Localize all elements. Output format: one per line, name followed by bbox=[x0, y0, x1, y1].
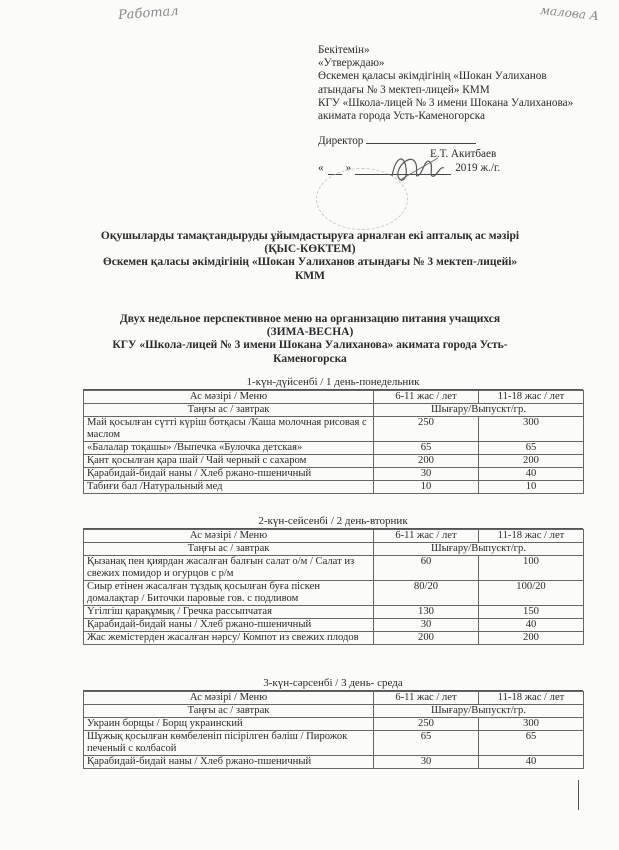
header-age2: 11-18 жас / лет bbox=[479, 530, 584, 543]
scan-edge-mark bbox=[578, 780, 579, 810]
meal-label: Таңғы ас / завтрак bbox=[84, 705, 374, 718]
approval-block bbox=[318, 44, 588, 175]
portion-6-11: 80/20 bbox=[374, 581, 479, 606]
portion-6-11: 130 bbox=[374, 606, 479, 619]
date-quote-open: « bbox=[318, 161, 324, 174]
portion-6-11: 60 bbox=[374, 556, 479, 581]
header-age1: 6-11 жас / лет bbox=[374, 530, 479, 543]
portion-6-11: 30 bbox=[374, 756, 479, 769]
menu-table bbox=[83, 529, 584, 645]
day-1-menu bbox=[83, 376, 583, 494]
portion-11-18: 150 bbox=[479, 606, 584, 619]
portion-6-11: 200 bbox=[374, 455, 479, 468]
handwritten-note-right: малова А bbox=[539, 2, 600, 24]
menu-table bbox=[83, 691, 584, 769]
header-age1: 6-11 жас / лет bbox=[374, 391, 479, 404]
menu-table bbox=[83, 390, 584, 494]
day-3-menu bbox=[83, 677, 583, 769]
dish-name: Қант қосылған қара шай / Чай черный с сахаром bbox=[84, 455, 374, 468]
dish-name: Қарабидай-бидай наны / Хлеб ржано-пшеничный bbox=[84, 619, 374, 632]
date-year: 2019 ж./г. bbox=[455, 161, 501, 174]
dish-name: Сиыр етінен жасалған тұздық қосылған буға піскен домалақтар / Биточки паровые гов. с подливом bbox=[84, 581, 374, 606]
day-2-menu bbox=[83, 515, 583, 645]
table-row bbox=[84, 632, 584, 645]
portion-6-11: 250 bbox=[374, 417, 479, 442]
date-quote-close: » bbox=[345, 161, 352, 174]
ru-title-line1: Двух недельное перспективное меню на организацию питания учащихся bbox=[119, 313, 501, 325]
portion-6-11: 250 bbox=[374, 718, 479, 731]
kz-title-line1: Оқушыларды тамақтандыруды ұйымдастыруға арналған екі апталық ас мәзірі bbox=[100, 230, 520, 242]
header-menu: Ас мәзірі / Меню bbox=[84, 692, 374, 705]
table-row bbox=[84, 468, 584, 481]
portion-6-11: 65 bbox=[374, 442, 479, 455]
meal-row bbox=[84, 543, 584, 556]
header-age1: 6-11 жас / лет bbox=[374, 692, 479, 705]
day-title: 1-күн-дүйсенбі / 1 день-понедельник bbox=[83, 376, 583, 390]
portion-11-18: 100/20 bbox=[479, 581, 584, 606]
kz-title-line3: Өскемен қаласы әкімдігінің «Шокан Уалиханов атындағы № 3 мектеп-лицейі» bbox=[102, 256, 518, 269]
approve-org-kz: Өскемен қаласы әкімдігінің «Шокан Уалиханов атындағы № 3 мектеп-лицей» КММ bbox=[318, 70, 547, 96]
portion-11-18: 200 bbox=[479, 455, 584, 468]
portion-6-11: 10 bbox=[374, 481, 479, 494]
portion-11-18: 40 bbox=[479, 468, 584, 481]
output-label: Шығару/Выпускт/гр. bbox=[374, 404, 584, 417]
table-row bbox=[84, 481, 584, 494]
portion-11-18: 65 bbox=[479, 442, 584, 455]
portion-11-18: 40 bbox=[479, 756, 584, 769]
portion-11-18: 65 bbox=[479, 731, 584, 756]
dish-name: «Балалар тоқашы» /Выпечка «Булочка детская» bbox=[84, 442, 374, 455]
table-row bbox=[84, 556, 584, 581]
ru-title-line3: КГУ «Школа-лицей № 3 имени Шокана Уалиханова» акимата города Усть- bbox=[112, 339, 508, 352]
output-label: Шығару/Выпускт/гр. bbox=[374, 543, 584, 556]
kz-title-line2: (ҚЫС-КӨКТЕМ) bbox=[264, 243, 356, 256]
table-header-row bbox=[84, 530, 584, 543]
table-row bbox=[84, 417, 584, 442]
dish-name: Қарабидай-бидай наны / Хлеб ржано-пшеничный bbox=[84, 756, 374, 769]
header-menu: Ас мәзірі / Меню bbox=[84, 530, 374, 543]
portion-11-18: 40 bbox=[479, 619, 584, 632]
approve-ru: «Утверждаю» bbox=[318, 57, 385, 70]
meal-label: Таңғы ас / завтрак bbox=[84, 543, 374, 556]
table-row bbox=[84, 581, 584, 606]
portion-11-18: 100 bbox=[479, 556, 584, 581]
portion-6-11: 30 bbox=[374, 619, 479, 632]
director-name: Е.Т. Акитбаев bbox=[430, 148, 497, 161]
portion-11-18: 300 bbox=[479, 718, 584, 731]
header-age2: 11-18 жас / лет bbox=[479, 692, 584, 705]
portion-6-11: 30 bbox=[374, 468, 479, 481]
dish-name: Украин борщы / Борщ украинский bbox=[84, 718, 374, 731]
meal-row bbox=[84, 404, 584, 417]
portion-11-18: 200 bbox=[479, 632, 584, 645]
meal-label: Таңғы ас / завтрак bbox=[84, 404, 374, 417]
portion-6-11: 200 bbox=[374, 632, 479, 645]
table-row bbox=[84, 455, 584, 468]
kz-title-line4: КММ bbox=[294, 269, 326, 282]
table-row bbox=[84, 606, 584, 619]
director-signature-icon bbox=[386, 146, 448, 190]
header-age2: 11-18 жас / лет bbox=[479, 391, 584, 404]
table-row bbox=[84, 442, 584, 455]
portion-11-18: 300 bbox=[479, 417, 584, 442]
ru-title-line4: Каменогорска bbox=[273, 352, 347, 365]
dish-name: Үгілгіш қарақұмық / Гречка рассыпчатая bbox=[84, 606, 374, 619]
table-row bbox=[84, 718, 584, 731]
dish-name: Табиғи бал /Натуральный мед bbox=[84, 481, 374, 494]
table-header-row bbox=[84, 692, 584, 705]
approve-kz: Бекітемін» bbox=[318, 44, 370, 56]
director-label-text: Директор bbox=[318, 135, 364, 148]
day-title: 3-күн-сәрсенбі / 3 день- среда bbox=[83, 677, 583, 691]
table-header-row bbox=[84, 391, 584, 404]
portion-11-18: 10 bbox=[479, 481, 584, 494]
header-menu: Ас мәзірі / Меню bbox=[84, 391, 374, 404]
table-row bbox=[84, 756, 584, 769]
portion-6-11: 65 bbox=[374, 731, 479, 756]
handwritten-note-left: Работал bbox=[117, 3, 180, 24]
dish-name: Қарабидай-бидай наны / Хлеб ржано-пшеничный bbox=[84, 468, 374, 481]
approve-org-ru: КГУ «Школа-лицей № 3 имени Шокана Уалиханова» акимата города Усть-Каменогорска bbox=[318, 96, 574, 123]
meal-row bbox=[84, 705, 584, 718]
dish-name: Жас жемістерден жасалған нәрсу/ Компот из свежих плодов bbox=[84, 632, 374, 645]
output-label: Шығару/Выпускт/гр. bbox=[374, 705, 584, 718]
dish-name: Шұжық қосылған көмбеленіп пісірілген бәліш / Пирожок печеный с колбасой bbox=[84, 731, 374, 756]
table-row bbox=[84, 731, 584, 756]
ru-menu-title bbox=[80, 313, 540, 366]
table-row bbox=[84, 619, 584, 632]
day-title: 2-күн-сейсенбі / 2 день-вторник bbox=[83, 515, 583, 529]
dish-name: Қызанақ пен қиярдан жасалған балғын салат о/м / Салат из свежих помидор и огурцов с р/м bbox=[84, 556, 374, 581]
signature-line bbox=[366, 143, 476, 144]
dish-name: Май қосылған сүтті күріш ботқасы /Каша молочная рисовая с маслом bbox=[84, 417, 374, 442]
kz-menu-title bbox=[80, 230, 540, 283]
director-label bbox=[318, 135, 588, 148]
ru-title-line2: (ЗИМА-ВЕСНА) bbox=[266, 326, 354, 339]
